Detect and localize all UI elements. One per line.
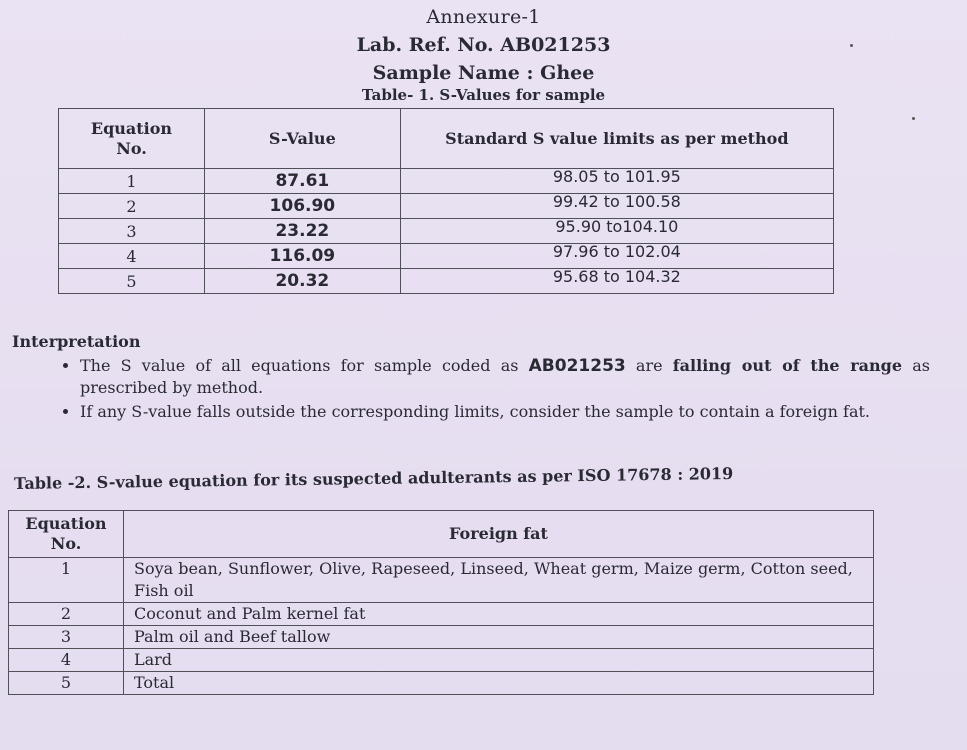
annexure-title: Annexure-1 [426, 6, 541, 28]
s-value-cell: 23.22 [204, 219, 400, 244]
list-item [80, 401, 930, 423]
column-header-equation: Equation No. [9, 511, 124, 558]
sample-name: Sample Name : Ghee [372, 62, 595, 84]
s-values-table [58, 108, 834, 294]
column-header-foreign-fat: Foreign fat [123, 511, 873, 558]
equation-cell: 3 [59, 219, 205, 244]
s-value-cell: 116.09 [204, 244, 400, 269]
interpretation-text: The S value of all equations for sample coded as [80, 356, 529, 375]
foreign-fat-cell: Palm oil and Beef tallow [123, 626, 873, 649]
column-header-s-value: S-Value [204, 109, 400, 169]
foreign-fat-cell: Soya bean, Sunflower, Olive, Rapeseed, Linseed, Wheat germ, Maize germ, Cotton seed, Fish oil [123, 558, 873, 603]
table-header-row [59, 109, 834, 169]
equation-cell: 4 [59, 244, 205, 269]
s-value-cell: 87.61 [204, 169, 400, 194]
s-value-cell: 20.32 [204, 269, 400, 294]
s-value-cell: 106.90 [204, 194, 400, 219]
limits-cell: 98.05 to 101.95 [400, 169, 833, 194]
equation-cell: 5 [9, 672, 124, 695]
equation-cell: 2 [59, 194, 205, 219]
table-row [9, 603, 874, 626]
limits-cell: 95.90 to104.10 [400, 219, 833, 244]
interpretation-heading: Interpretation [12, 332, 141, 351]
table-row [59, 194, 834, 219]
interpretation-text: as prescribed by method. [80, 356, 931, 397]
scan-speck [850, 44, 853, 47]
foreign-fat-cell: Total [123, 672, 873, 695]
interpretation-text: If any S-value falls outside the corresponding limits, consider the sample to contain a foreign fat. [80, 402, 870, 421]
table2-title: Table -2. S-value equation for its suspected adulterants as per ISO 17678 : 2019 [13, 463, 734, 493]
table-row [59, 169, 834, 194]
table-row [59, 269, 834, 294]
table1-title: Table- 1. S-Values for sample [361, 86, 606, 104]
table-row [9, 672, 874, 695]
limits-cell: 95.68 to 104.32 [400, 269, 833, 294]
table-row [9, 626, 874, 649]
equation-cell: 2 [9, 603, 124, 626]
table-header-row [9, 511, 874, 558]
foreign-fat-cell: Coconut and Palm kernel fat [123, 603, 873, 626]
sample-code: AB021253 [528, 356, 626, 376]
equation-cell: 1 [9, 558, 124, 603]
interpretation-text: are [625, 356, 673, 375]
column-header-equation: Equation No. [59, 109, 205, 169]
lab-ref-number: Lab. Ref. No. AB021253 [356, 34, 611, 56]
interpretation-emphasis: falling out of the range [672, 356, 903, 375]
list-item [80, 355, 930, 399]
equation-cell: 3 [9, 626, 124, 649]
column-header-limits: Standard S value limits as per method [400, 109, 833, 169]
equation-cell: 4 [9, 649, 124, 672]
limits-cell: 99.42 to 100.58 [400, 194, 833, 219]
scan-speck [912, 117, 915, 120]
equation-cell: 5 [59, 269, 205, 294]
table-row [59, 219, 834, 244]
limits-cell: 97.96 to 102.04 [400, 244, 833, 269]
equation-cell: 1 [59, 169, 205, 194]
table-row [9, 649, 874, 672]
foreign-fat-cell: Lard [123, 649, 873, 672]
table-row [59, 244, 834, 269]
table-row [9, 558, 874, 603]
foreign-fat-table [8, 510, 874, 695]
interpretation-list [58, 355, 930, 425]
